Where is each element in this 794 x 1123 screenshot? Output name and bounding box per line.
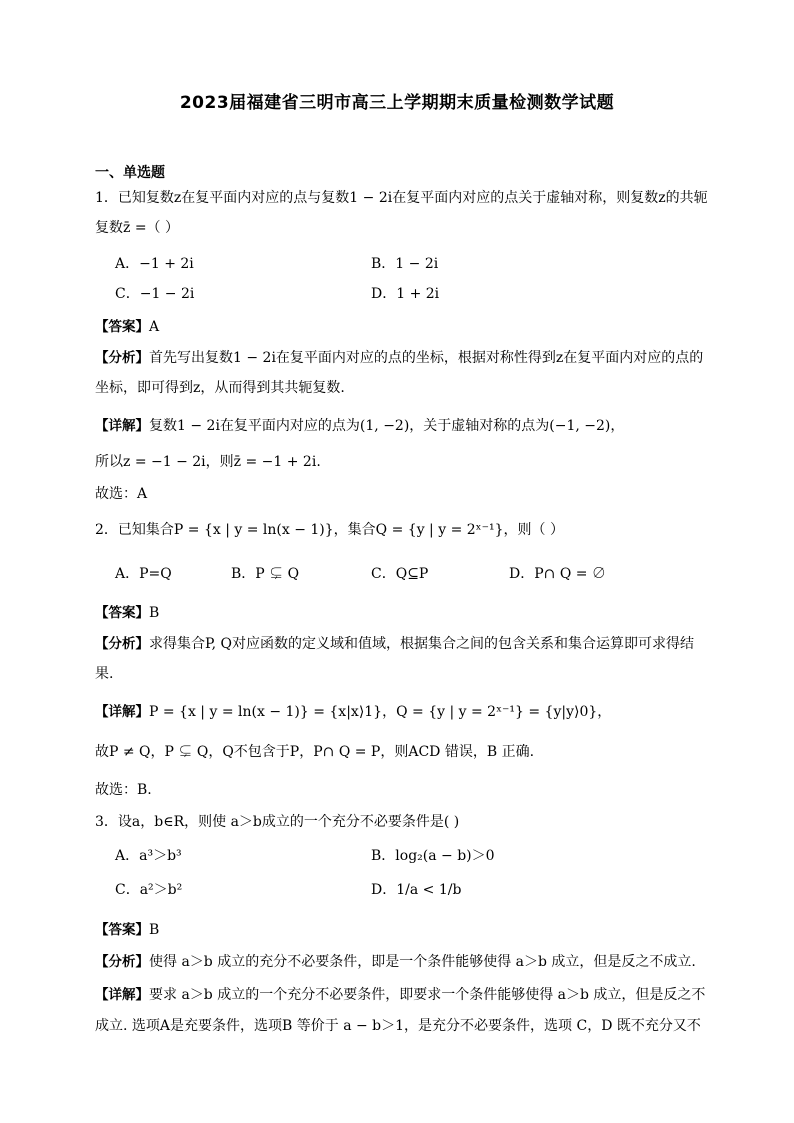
detail-tag: 【详解】 xyxy=(95,704,149,720)
q1-stem-line1: 1．已知复数z在复平面内对应的点与复数1 − 2i在复平面内对应的点关于虚轴对称，则复数z的共轭 xyxy=(95,190,708,206)
q2-answer-value: B xyxy=(149,605,160,621)
q3-detail-text1: 要求 a＞b 成立的一个充分不必要条件，即要求一个条件能够使得 a＞b 成立，但是反之不 xyxy=(149,987,706,1003)
answer-tag: 【答案】 xyxy=(95,319,149,335)
q2-option-d: D．P∩ Q = ∅ xyxy=(509,566,606,582)
analysis-tag: 【分析】 xyxy=(95,954,149,970)
q3-option-c: C．a²＞b² xyxy=(115,882,183,898)
q1-option-a: A．−1 + 2i xyxy=(115,256,194,272)
answer-tag: 【答案】 xyxy=(95,605,149,621)
q1-option-b: B．1 − 2i xyxy=(371,256,439,272)
q2-option-b: B．P ⊊ Q xyxy=(231,566,300,582)
q2-option-a: A．P=Q xyxy=(115,566,172,582)
analysis-tag: 【分析】 xyxy=(95,636,149,652)
q2-stem-line1: 2．已知集合P = {x | y = ln(x − 1)}，集合Q = {y | y = 2ˣ⁻¹}，则（ ） xyxy=(95,522,564,538)
q2-option-c: C．Q⊆P xyxy=(371,566,429,582)
q2-detail-text1: P = {x | y = ln(x − 1)} = {x|x⟩1}，Q = {y | y = 2ˣ⁻¹} = {y|y⟩0}， xyxy=(149,704,612,720)
q3-option-d: D．1/a < 1/b xyxy=(371,882,462,898)
q1-choice: 故选：A xyxy=(95,486,148,502)
q3-analysis-line1 xyxy=(95,952,696,972)
q2-analysis-line1 xyxy=(95,634,694,654)
analysis-tag: 【分析】 xyxy=(95,350,149,366)
q1-analysis-text1: 首先写出复数1 − 2i在复平面内对应的点的坐标，根据对称性得到z在复平面内对应的点的 xyxy=(149,350,704,366)
q3-analysis-text1: 使得 a＞b 成立的充分不必要条件，即是一个条件能够使得 a＞b 成立，但是反之不成立. xyxy=(149,954,696,970)
q1-answer-value: A xyxy=(149,319,160,335)
q1-answer xyxy=(95,317,159,337)
q1-detail-line1 xyxy=(95,416,624,436)
q2-answer xyxy=(95,603,159,623)
q3-detail-line1 xyxy=(95,985,705,1005)
section-heading: 一、单选题 xyxy=(95,165,165,181)
q2-analysis-line2: 果. xyxy=(95,666,114,682)
q3-option-b: B．log₂(a − b)＞0 xyxy=(371,848,495,864)
q3-answer xyxy=(95,920,159,940)
q2-choice: 故选：B. xyxy=(95,782,152,798)
q1-analysis-line2: 坐标，即可得到z，从而得到其共轭复数. xyxy=(95,380,345,396)
detail-tag: 【详解】 xyxy=(95,418,149,434)
q2-analysis-text1: 求得集合P, Q对应函数的定义域和值域，根据集合之间的包含关系和集合运算即可求得结 xyxy=(149,636,694,652)
q2-detail-line1 xyxy=(95,702,611,722)
q2-detail-line2: 故P ≠ Q，P ⊊ Q，Q不包含于P，P∩ Q = P，则ACD 错误，B 正确. xyxy=(95,744,535,760)
q3-detail-line2: 成立. 选项A是充要条件，选项B 等价于 a − b＞1，是充分不必要条件，选项 C，D 既不充分又不 xyxy=(95,1018,701,1034)
q3-option-a: A．a³＞b³ xyxy=(115,848,182,864)
q1-detail-line2: 所以z = −1 − 2i，则z̄ = −1 + 2i. xyxy=(95,454,321,470)
q1-option-c: C．−1 − 2i xyxy=(115,286,195,302)
detail-tag: 【详解】 xyxy=(95,987,149,1003)
q1-option-d: D．1 + 2i xyxy=(371,286,440,302)
q1-stem-line2: 复数z̄ =（ ） xyxy=(95,220,180,236)
answer-tag: 【答案】 xyxy=(95,922,149,938)
q3-stem-line1: 3．设a，b∈R，则使 a＞b成立的一个充分不必要条件是( ) xyxy=(95,814,460,830)
q1-detail-text1: 复数1 − 2i在复平面内对应的点为(1, −2)，关于虚轴对称的点为(−1, −2)， xyxy=(149,418,625,434)
page-title: 2023届福建省三明市高三上学期期末质量检测数学试题 xyxy=(179,93,615,113)
q1-analysis-line1 xyxy=(95,348,703,368)
q3-answer-value: B xyxy=(149,922,160,938)
